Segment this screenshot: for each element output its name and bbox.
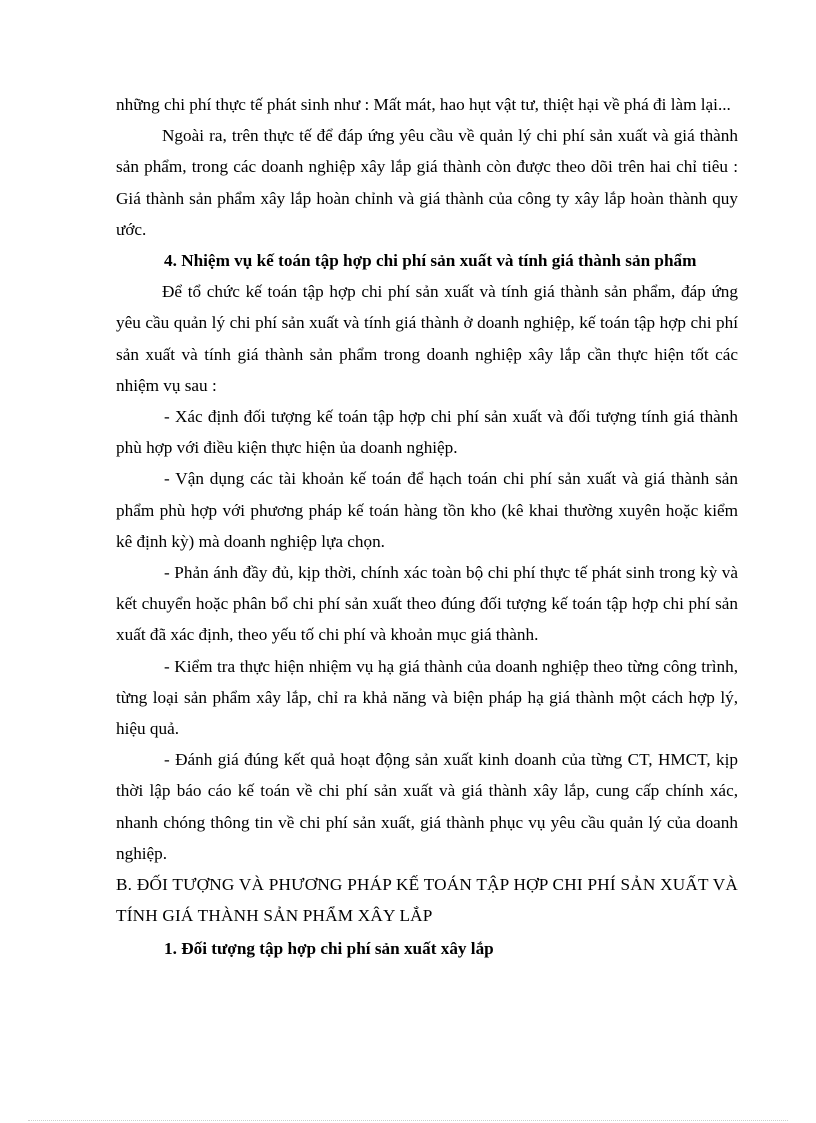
document-body [116, 89, 738, 965]
task-item-5: - Đánh giá đúng kết quả hoạt động sản xuất kinh doanh của từng CT, HMCT, kịp thời lập báo cáo kế toán về chi phí sản xuất và giá thành xây lắp, cung cấp chính xác, nhanh chóng thông tin về chi phí sản xuất, giá thành phục vụ yêu cầu quản lý của doanh nghiệp. [116, 750, 738, 863]
task-item-2: - Vận dụng các tài khoản kế toán để hạch toán chi phí sản xuất và giá thành sản phẩm phù hợp với phương pháp kế toán hàng tồn kho (kê khai thường xuyên hoặc kiểm kê định kỳ) mà doanh nghiệp lựa chọn. [116, 469, 738, 551]
task-item-1: - Xác định đối tượng kế toán tập hợp chi phí sản xuất và đối tượng tính giá thành phù hợp với điều kiện thực hiện ủa doanh nghiệp. [116, 407, 738, 458]
paragraph-other-indicators: Ngoài ra, trên thực tế để đáp ứng yêu cầu về quản lý chi phí sản xuất và giá thành sản phẩm, trong các doanh nghiệp xây lắp giá thành còn được theo dõi trên hai chỉ tiêu : Giá thành sản phẩm xây lắp hoàn chỉnh và giá thành của công ty xây lắp hoàn thành quy ước. [116, 126, 738, 239]
paragraph-tasks-intro: Để tổ chức kế toán tập hợp chi phí sản xuất và tính giá thành sản phẩm, đáp ứng yêu cầu quản lý chi phí sản xuất và tính giá thành ở doanh nghiệp, kế toán tập hợp chi phí sản xuất và tính giá thành sản phẩm trong doanh nghiệp xây lắp cần thực hiện tốt các nhiệm vụ sau : [116, 282, 738, 395]
task-item-3: - Phản ánh đầy đủ, kịp thời, chính xác toàn bộ chi phí thực tế phát sinh trong kỳ và kết chuyển hoặc phân bổ chi phí sản xuất theo đúng đối tượng kế toán tập hợp chi phí sản xuất đã xác định, theo yếu tố chi phí và khoản mục giá thành. [116, 563, 738, 645]
chapter-heading-b: B. ĐỐI TƯỢNG VÀ PHƯƠNG PHÁP KẾ TOÁN TẬP HỢP CHI PHÍ SẢN XUẤT VÀ TÍNH GIÁ THÀNH SẢN PHẨM XÂY LẮP [116, 875, 738, 926]
page-bottom-divider [28, 1120, 788, 1121]
task-item-4: - Kiểm tra thực hiện nhiệm vụ hạ giá thành của doanh nghiệp theo từng công trình, từng loại sản phẩm xây lắp, chỉ ra khả năng và biện pháp hạ giá thành một cách hợp lý, hiệu quả. [116, 656, 738, 739]
paragraph-continuation: những chi phí thực tế phát sinh như : Mất mát, hao hụt vật tư, thiệt hại về phá đi làm lại... [116, 95, 731, 114]
section-heading-1: 1. Đối tượng tập hợp chi phí sản xuất xây lắp [164, 939, 494, 959]
section-heading-4: 4. Nhiệm vụ kế toán tập hợp chi phí sản xuất và tính giá thành sản phẩm [164, 251, 697, 271]
